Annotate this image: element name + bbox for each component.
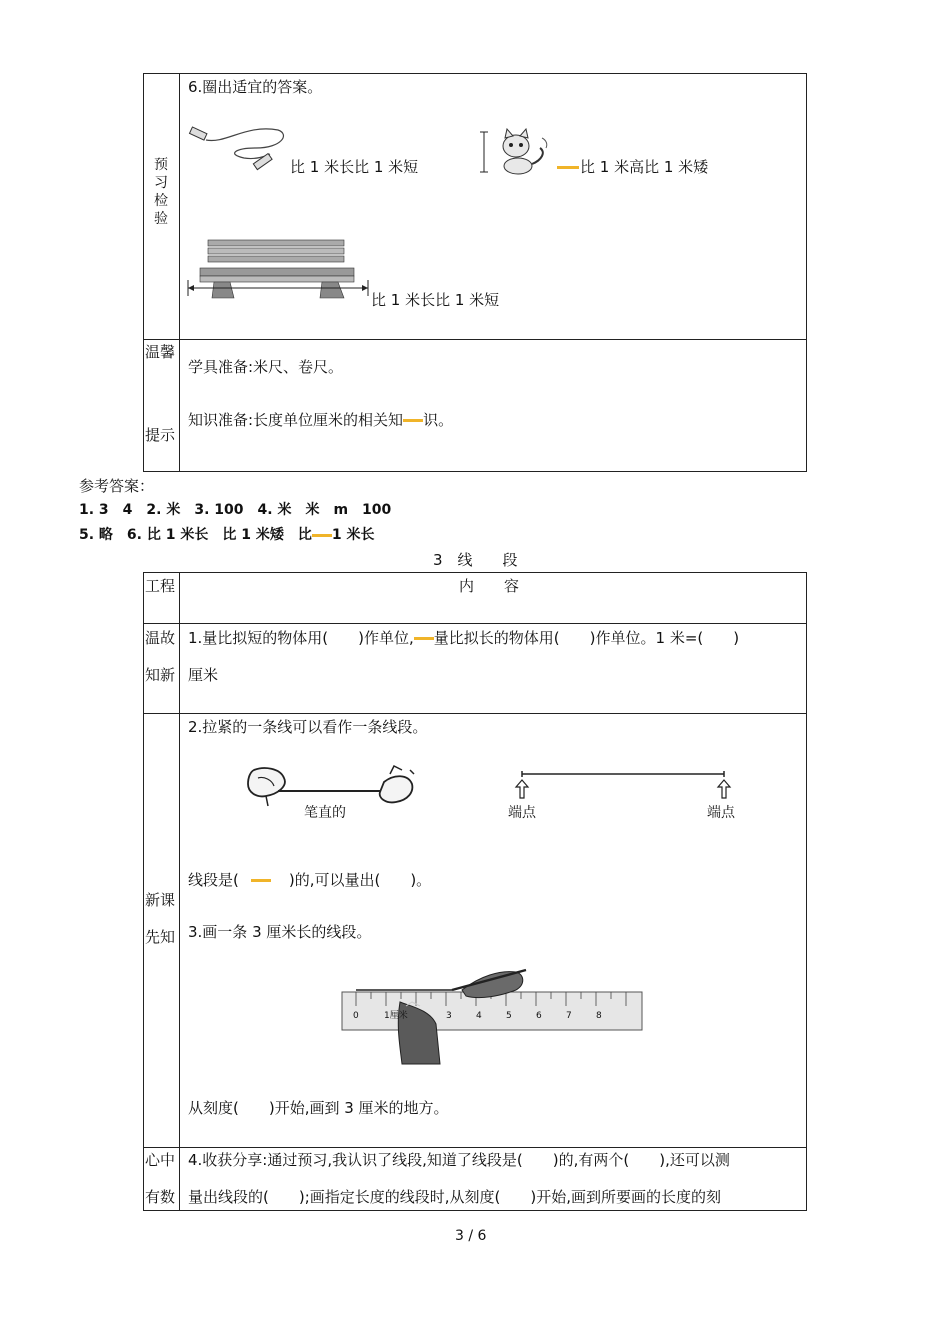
start-scale-question: 从刻度( )开始,画到 3 厘米的地方。 [188,1099,449,1117]
row-label-warm-tip-bottom: 提示 [145,426,176,444]
header-content: 内 容 [459,577,520,595]
page-number: 3 / 6 [455,1228,487,1244]
section-title: 3 线 段 [433,551,518,569]
answer-blank [557,166,579,169]
answer-blank [414,637,434,640]
preview-table-col-divider [179,73,180,472]
cat-image [476,128,552,176]
answer-blank [403,419,423,422]
question-1-cont: 厘米 [188,666,219,684]
question-1: 1.量比拟短的物体用( )作单位, 量比拟长的物体用( )作单位。1 米=( ) [188,629,740,647]
ruler-tick-label: 7 [566,1011,572,1021]
row-label-char: 预 [154,157,168,173]
knowledge-prep: 知识准备:长度单位厘米的相关知 识。 [188,411,454,429]
endpoint-left-label: 端点 [508,805,536,821]
ruler-tick-label: 3 [446,1011,452,1021]
lesson-table-col-divider [179,572,180,1211]
question-4-line-1: 4.收获分享:通过预习,我认识了线段,知道了线段是( )的,有两个( ),还可以测 [188,1151,730,1169]
answers-line-2: 5. 略 6. 比 1 米长 比 1 米矮 比 1 米长 [79,527,375,543]
answer-blank [251,879,271,882]
row-label-review-a: 温故 [145,629,176,647]
answer-blank [312,534,332,537]
row-label-char: 习 [154,175,168,191]
lesson-table-row-divider [143,1147,807,1148]
lesson-table-row-divider [143,713,807,714]
preview-table-row-divider [143,339,807,340]
question-6: 6.圈出适宜的答案。 [188,78,323,96]
row-label-warm-tip-top: 温馨 [145,343,176,361]
endpoint-right-label: 端点 [707,805,735,821]
ruler-tick-label: 4 [476,1011,482,1021]
ruler-tick-label: 1厘米 [384,1011,408,1021]
answers-title: 参考答案： [79,477,155,495]
line-segment-image [512,770,736,800]
rope-caption: 比 1 米长比 1 米短 [290,158,419,176]
bench-image [186,236,370,306]
question-3: 3.画一条 3 厘米长的线段。 [188,923,372,941]
cat-caption: 比 1 米高比 1 米矮 [556,160,708,175]
lesson-table-row-divider [143,623,807,624]
header-project: 工程 [145,577,176,595]
ruler-tick-label: 6 [536,1011,542,1021]
bench-caption: 比 1 米长比 1 米短 [371,291,500,309]
answers-line-1: 1. 3 4 2. 米 3. 100 4. 米 米 m 100 [79,502,392,518]
row-label-char: 验 [154,211,168,227]
ruler-tick-label: 8 [596,1011,602,1021]
ruler-tick-label: 0 [353,1011,359,1021]
straight-label: 笔直的 [304,805,346,821]
row-label-review-b: 知新 [145,666,176,684]
segment-question: 线段是( )的,可以量出( )。 [188,871,432,889]
tools-prep: 学具准备:米尺、卷尺。 [188,358,344,376]
row-label-summary-b: 有数 [145,1188,176,1206]
ruler-tick-label: 5 [506,1011,512,1021]
row-label-new-lesson-b: 先知 [145,928,176,946]
question-2: 2.拉紧的一条线可以看作一条线段。 [188,718,428,736]
question-4-line-2: 量出线段的( );画指定长度的线段时,从刻度( )开始,画到所要画的长度的刻 [188,1188,722,1206]
row-label-summary-a: 心中 [145,1151,176,1169]
row-label-char: 检 [154,193,168,209]
jump-rope-image [186,124,290,178]
row-label-new-lesson-a: 新课 [145,891,176,909]
